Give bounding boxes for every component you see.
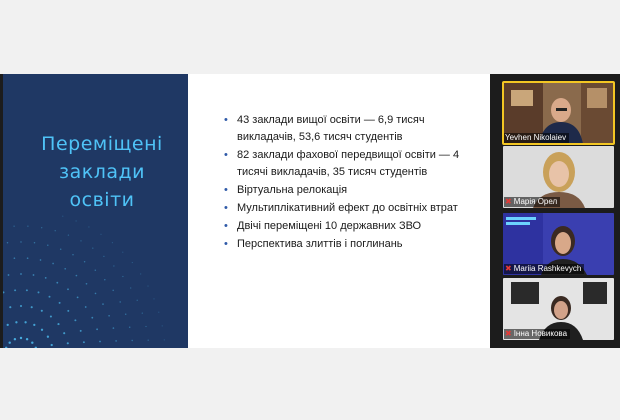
decor-dot — [96, 328, 98, 330]
decor-dot — [20, 241, 21, 242]
decor-dot — [47, 336, 49, 338]
bullet-dot-icon: • — [224, 202, 228, 214]
participant-name-label: Yevhen Nikolaiev — [504, 133, 569, 143]
decor-dot — [158, 312, 159, 313]
dotted-burst-decoration — [3, 214, 188, 348]
decor-dot — [88, 226, 89, 227]
bullet-dot-icon: • — [224, 220, 228, 232]
decor-dot — [115, 340, 117, 342]
decor-dot — [68, 234, 69, 235]
decor-dot — [112, 290, 113, 291]
decor-dot — [122, 276, 123, 277]
decor-dot — [148, 340, 149, 341]
participant-tile-mariia-orel[interactable] — [503, 146, 614, 208]
decor-dot — [50, 315, 52, 317]
decor-dot — [147, 286, 148, 287]
participant-name-label: ✖ Mariia Rashkevych — [504, 264, 584, 274]
decor-dot — [14, 338, 16, 340]
decor-dot — [77, 297, 79, 299]
muted-mic-icon: ✖ — [505, 197, 512, 206]
decor-dot — [51, 344, 53, 346]
decor-dot — [15, 321, 17, 323]
bullet-item: • Мультиплікативний ефект до освітніх втрат — [224, 200, 474, 217]
decor-dot — [119, 301, 120, 302]
decor-dot — [64, 268, 66, 270]
decor-dot — [84, 261, 85, 262]
decor-dot — [74, 319, 76, 321]
decor-dot — [145, 326, 146, 327]
bullet-dot-icon: • — [224, 149, 228, 161]
decor-dot — [131, 340, 132, 341]
decor-dot — [76, 220, 77, 221]
participant-tile-inna-novykova[interactable] — [503, 278, 614, 340]
decor-dot — [59, 302, 61, 304]
decor-dot — [102, 303, 104, 305]
decor-dot — [9, 306, 11, 308]
decor-dot — [62, 216, 63, 217]
bullet-dot-icon: • — [224, 238, 228, 250]
bullet-item: • Віртуальна релокація — [224, 182, 474, 199]
decor-dot — [80, 240, 81, 241]
decor-dot — [67, 310, 69, 312]
decor-dot — [85, 306, 87, 308]
decor-dot — [63, 332, 65, 334]
bullet-dot-icon: • — [224, 114, 228, 126]
decor-dot — [34, 242, 35, 243]
bullet-dot-icon: • — [224, 184, 228, 196]
decor-dot — [20, 273, 22, 275]
decor-dot — [140, 273, 141, 274]
slide-bullet-list — [224, 112, 474, 254]
decor-dot — [67, 288, 69, 290]
decor-dot — [129, 326, 130, 327]
decor-dot — [92, 247, 93, 248]
decor-dot — [47, 245, 48, 246]
decor-dot — [41, 329, 43, 331]
muted-mic-icon: ✖ — [505, 329, 512, 338]
slide-title — [27, 130, 177, 214]
decor-dot — [45, 277, 47, 279]
decor-dot — [7, 324, 9, 326]
decor-dot — [3, 291, 4, 293]
decor-dot — [8, 274, 10, 276]
decor-dot — [14, 257, 16, 259]
decor-dot — [5, 347, 7, 348]
decor-dot — [162, 325, 163, 326]
decor-dot — [33, 324, 35, 326]
decor-dot — [104, 279, 105, 280]
decor-dot — [86, 283, 88, 285]
decor-dot — [132, 262, 133, 263]
decor-dot — [91, 317, 93, 319]
decor-dot — [55, 230, 56, 231]
decor-dot — [49, 296, 51, 298]
decor-dot — [40, 259, 42, 261]
decor-dot — [56, 282, 58, 284]
decor-dot — [27, 257, 29, 259]
decor-dot — [31, 341, 33, 343]
decor-dot — [31, 306, 33, 308]
decor-dot — [20, 337, 22, 339]
decor-dot — [164, 339, 165, 340]
decor-dot — [14, 289, 16, 291]
decor-dot — [99, 341, 101, 343]
decor-dot — [67, 342, 69, 344]
decor-dot — [137, 300, 138, 301]
decor-dot — [27, 226, 28, 227]
slide-content-panel — [188, 74, 490, 348]
participant-tile-yevhen-nikolaiev[interactable] — [503, 82, 614, 144]
bullet-item: • Перспектива злиттів і поглинань — [224, 236, 474, 253]
decor-dot — [130, 287, 131, 288]
decor-dot — [113, 265, 114, 266]
decor-dot — [8, 341, 10, 343]
decor-dot — [103, 256, 104, 257]
bullet-item: • Двічі переміщені 10 державних ЗВО — [224, 218, 474, 235]
decor-dot — [108, 315, 110, 317]
decor-dot — [41, 227, 42, 228]
decor-dot — [125, 314, 126, 315]
decor-dot — [60, 249, 61, 250]
decor-dot — [113, 327, 115, 329]
decor-dot — [52, 263, 54, 265]
decor-dot — [26, 289, 28, 291]
decor-dot — [13, 226, 14, 227]
decor-dot — [26, 338, 28, 340]
decor-dot — [24, 321, 26, 323]
decor-dot — [35, 347, 37, 348]
bullet-item: • 43 заклади вищої освіти — 6,9 тисяч викладачів, 53,6 тисяч студентів — [224, 114, 425, 143]
decor-dot — [95, 293, 97, 295]
decor-dot — [33, 274, 35, 276]
decor-dot — [112, 242, 113, 243]
slide-title-line: Переміщені — [41, 133, 163, 155]
decor-dot — [100, 234, 101, 235]
decor-dot — [76, 275, 78, 277]
decor-dot — [20, 305, 22, 307]
participant-name-label: ✖ Інна Новикова — [504, 329, 570, 339]
slide-title-line: освіти — [69, 189, 135, 211]
decor-dot — [95, 269, 96, 270]
decor-dot — [122, 252, 123, 253]
decor-dot — [72, 254, 73, 255]
participant-name-label: ✖ Марія Орел — [504, 197, 560, 207]
slide-title-panel — [3, 74, 188, 348]
decor-dot — [41, 310, 43, 312]
decor-dot — [57, 323, 59, 325]
muted-mic-icon: ✖ — [505, 264, 512, 273]
decor-dot — [83, 341, 85, 343]
bullet-item: • 82 заклади фахової передвищої освіти — 4 тисячі викладачів, 35 тисяч студентів — [224, 149, 460, 178]
decor-dot — [153, 298, 154, 299]
participant-tile-mariia-rashkevych[interactable] — [503, 213, 614, 275]
decor-dot — [80, 330, 82, 332]
slide-title-line: заклади — [59, 161, 145, 183]
decor-dot — [7, 242, 8, 243]
decor-dot — [142, 312, 143, 313]
decor-dot — [38, 291, 40, 293]
